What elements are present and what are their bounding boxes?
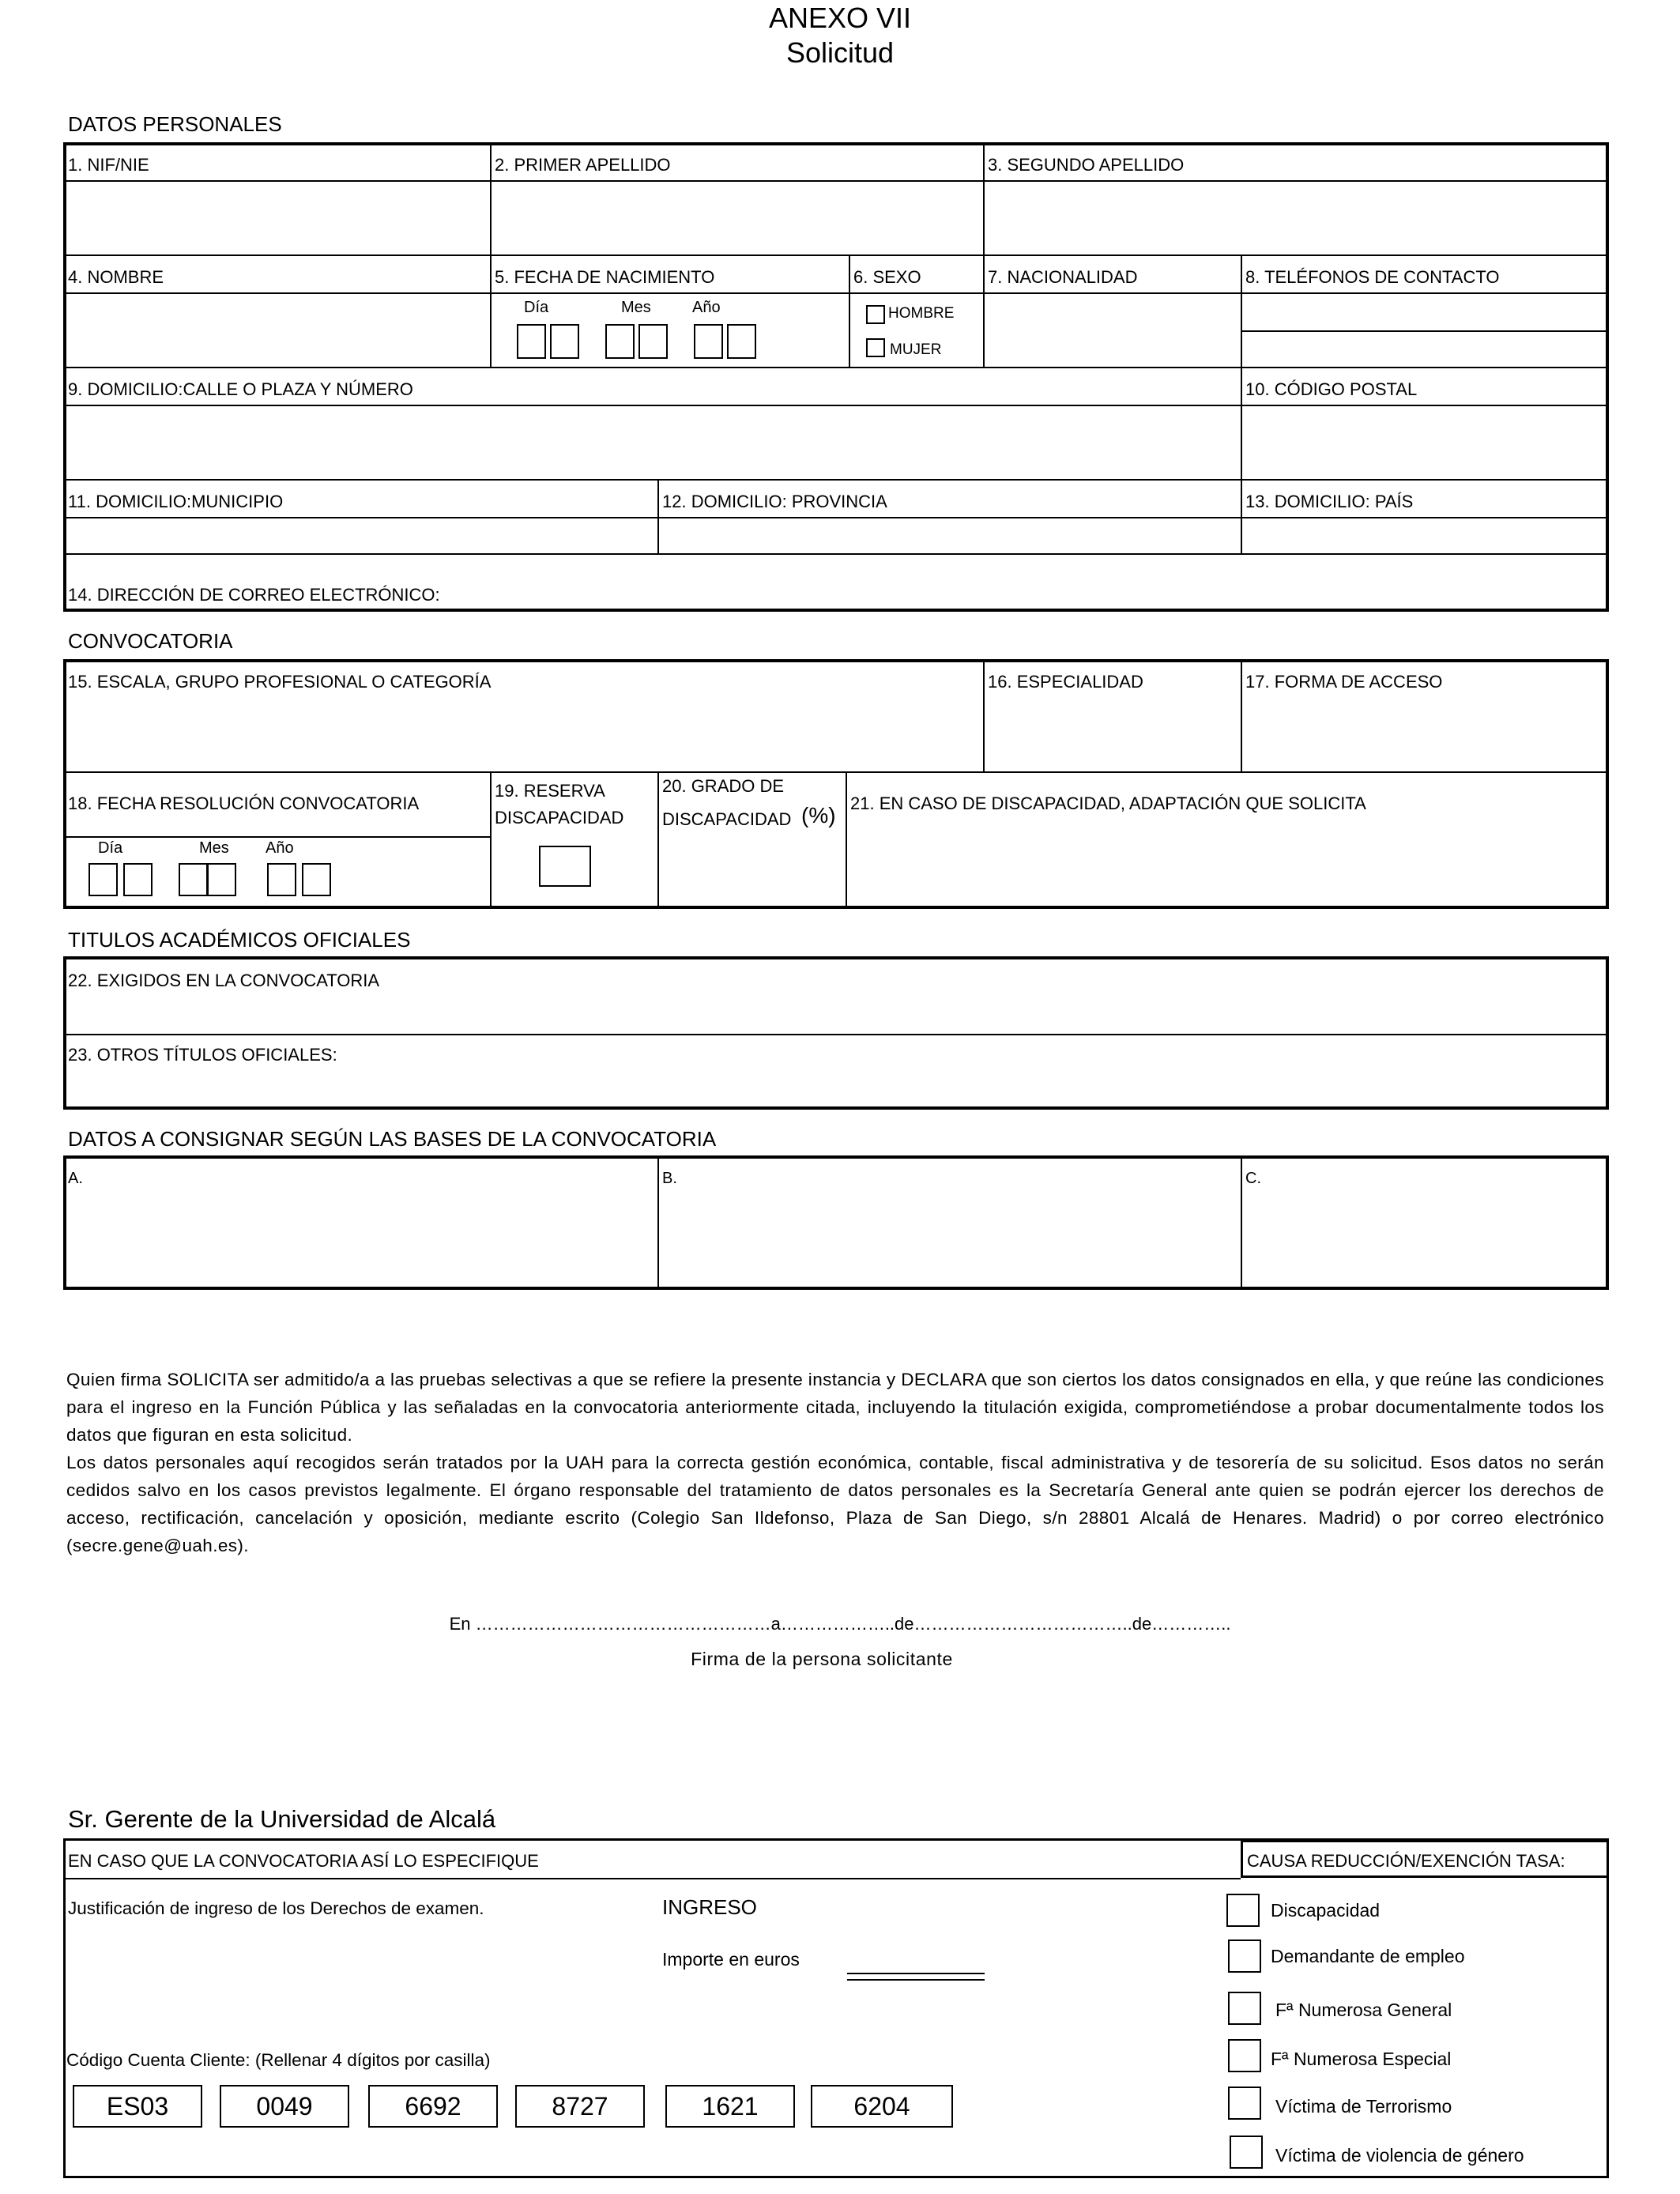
pais-field[interactable] — [1242, 518, 1606, 552]
forma-acceso-field[interactable] — [1242, 699, 1606, 770]
causa-label: Demandante de empleo — [1271, 1946, 1465, 1966]
section-datos-personales: DATOS PERSONALES — [68, 112, 282, 136]
causa-checkbox[interactable] — [1228, 2087, 1261, 2120]
iban-box[interactable]: 6692 — [368, 2085, 498, 2128]
causa-label: Fª Numerosa General — [1275, 2000, 1452, 2020]
especialidad-field[interactable] — [985, 699, 1239, 770]
base-c-field[interactable] — [1244, 1190, 1606, 1285]
email-label: 14. DIRECCIÓN DE CORREO ELECTRÓNICO: — [68, 585, 440, 605]
resolucion-anio-label: Año — [266, 839, 294, 857]
base-b-label: B. — [662, 1170, 677, 1187]
pais-label: 13. DOMICILIO: PAÍS — [1245, 492, 1414, 511]
fecha-resolucion-label: 18. FECHA RESOLUCIÓN CONVOCATORIA — [68, 794, 420, 813]
otros-titulos-field[interactable] — [65, 1072, 1606, 1106]
importe-label: Importe en euros — [662, 1949, 800, 1970]
titulos-exigidos-field[interactable] — [65, 994, 1606, 1032]
iban-box[interactable]: 0049 — [220, 2085, 349, 2128]
declaracion-text — [66, 1366, 1604, 1559]
causa-checkbox[interactable] — [1228, 2039, 1261, 2072]
resolucion-mes-digit[interactable] — [179, 863, 208, 896]
nombre-label: 4. NOMBRE — [68, 267, 164, 287]
iban-box[interactable]: 6204 — [811, 2085, 953, 2128]
nacimiento-mes-label: Mes — [621, 299, 651, 316]
reserva-discapacidad-checkbox[interactable] — [539, 846, 591, 887]
nacimiento-anio-digit[interactable] — [727, 324, 756, 359]
annex-title: ANEXO VII — [768, 2, 912, 34]
iban-box[interactable]: 1621 — [665, 2085, 795, 2128]
reserva-label: 19. RESERVA — [495, 781, 605, 801]
reserva-label-2: DISCAPACIDAD — [495, 808, 624, 827]
mujer-label: MUJER — [890, 341, 942, 358]
pago-header-left: EN CASO QUE LA CONVOCATORIA ASÍ LO ESPECIFIQUE — [68, 1851, 539, 1871]
resolucion-anio-digit[interactable] — [267, 863, 296, 896]
nif-field[interactable] — [65, 182, 488, 253]
lugar-fecha-line[interactable]: En ……………………………………………a………………..de………………………………..de………….. — [449, 1614, 1231, 1634]
email-field[interactable] — [443, 556, 1604, 609]
hombre-checkbox[interactable] — [866, 305, 885, 324]
otros-titulos-label: 23. OTROS TÍTULOS OFICIALES: — [68, 1045, 337, 1065]
resolucion-mes-digit[interactable] — [207, 863, 236, 896]
primer-apellido-field[interactable] — [492, 182, 981, 253]
escala-label: 15. ESCALA, GRUPO PROFESIONAL O CATEGORÍA — [68, 672, 492, 692]
causa-checkbox[interactable] — [1228, 1992, 1261, 2025]
resolucion-mes-label: Mes — [199, 839, 229, 857]
proteccion-datos-paragraph: Los datos personales aquí recogidos serán tratados por la UAH para la correcta gestión económica, contable, fiscal administrativa y de tesorería de su solicitud. Esos datos no serán cedidos salvo en los casos previstos legalmente. El órgano responsable del tratamiento de datos personales es la Secretaría General ante quien se podrán ejercer los derechos de acceso, rectificación, cancelación y oposición, mediante escrito (Colegio San Ildefonso, Plaza de San Diego, s/n 28801 Alcalá de Henares. Madrid) o por correo electrónico (secre.gene@uah.es). — [66, 1453, 1604, 1555]
causa-label: Víctima de violencia de género — [1275, 2145, 1524, 2166]
escala-field[interactable] — [65, 699, 981, 770]
resolucion-dia-digit[interactable] — [123, 863, 153, 896]
municipio-field[interactable] — [65, 518, 656, 552]
nif-label: 1. NIF/NIE — [68, 155, 149, 175]
titulos-exigidos-label: 22. EXIGIDOS EN LA CONVOCATORIA — [68, 971, 380, 990]
sexo-label: 6. SEXO — [853, 267, 921, 287]
causa-label: Víctima de Terrorismo — [1275, 2096, 1452, 2117]
firma-label: Firma de la persona solicitante — [691, 1649, 953, 1669]
importe-field[interactable] — [847, 1973, 985, 1981]
causa-checkbox[interactable] — [1226, 1894, 1260, 1927]
fecha-nacimiento-label: 5. FECHA DE NACIMIENTO — [495, 267, 715, 287]
resolucion-dia-label: Día — [98, 839, 123, 857]
pago-header-right: CAUSA REDUCCIÓN/EXENCIÓN TASA: — [1247, 1851, 1565, 1871]
base-a-field[interactable] — [66, 1190, 654, 1285]
municipio-label: 11. DOMICILIO:MUNICIPIO — [68, 492, 284, 511]
nacimiento-mes-digit[interactable] — [605, 324, 635, 359]
section-convocatoria: CONVOCATORIA — [68, 629, 233, 653]
nacionalidad-label: 7. NACIONALIDAD — [988, 267, 1138, 287]
grado-discapacidad-label: 20. GRADO DE — [662, 776, 785, 796]
resolucion-dia-digit[interactable] — [89, 863, 118, 896]
destinatario: Sr. Gerente de la Universidad de Alcalá — [68, 1805, 496, 1833]
section-bases: DATOS A CONSIGNAR SEGÚN LAS BASES DE LA CONVOCATORIA — [68, 1127, 717, 1151]
primer-apellido-label: 2. PRIMER APELLIDO — [495, 155, 671, 175]
iban-box[interactable]: ES03 — [73, 2085, 202, 2128]
base-c-label: C. — [1245, 1170, 1261, 1187]
causa-checkbox[interactable] — [1228, 1940, 1261, 1973]
codigo-postal-label: 10. CÓDIGO POSTAL — [1245, 379, 1418, 399]
nacimiento-anio-label: Año — [692, 299, 721, 316]
segundo-apellido-field[interactable] — [985, 182, 1606, 253]
base-a-label: A. — [68, 1170, 83, 1187]
nacimiento-mes-digit[interactable] — [638, 324, 668, 359]
causa-label: Discapacidad — [1271, 1900, 1381, 1921]
segundo-apellido-label: 3. SEGUNDO APELLIDO — [988, 155, 1185, 175]
ingreso-label: INGRESO — [662, 1895, 757, 1919]
forma-acceso-label: 17. FORMA DE ACCESO — [1245, 672, 1443, 692]
declaracion-paragraph: Quien firma SOLICITA ser admitido/a a las pruebas selectivas a que se refiere la presente instancia y DECLARA que son ciertos los datos consignados en ella, y que reúne las condiciones para el ingreso en la Función Pública y las señaladas en la convocatoria anteriormente citada, incluyendo la titulación exigida, comprometiéndose a probar documentalmente todos los datos que figuran en esta solicitud. — [66, 1370, 1604, 1445]
mujer-checkbox[interactable] — [866, 338, 885, 357]
especialidad-label: 16. ESPECIALIDAD — [988, 672, 1143, 692]
codigo-cuenta-label: Código Cuenta Cliente: (Rellenar 4 dígitos por casilla) — [66, 2050, 491, 2070]
causa-checkbox[interactable] — [1230, 2136, 1263, 2169]
nombre-field[interactable] — [65, 294, 488, 365]
resolucion-anio-digit[interactable] — [302, 863, 331, 896]
section-titulos: TITULOS ACADÉMICOS OFICIALES — [68, 928, 411, 952]
nacimiento-dia-digit[interactable] — [550, 324, 579, 359]
adaptacion-field[interactable] — [847, 838, 1606, 906]
nacimiento-dia-digit[interactable] — [517, 324, 546, 359]
nacimiento-dia-label: Día — [524, 299, 549, 316]
grado-discapacidad-label-2: DISCAPACIDAD — [662, 809, 792, 829]
adaptacion-label: 21. EN CASO DE DISCAPACIDAD, ADAPTACIÓN QUE SOLICITA — [850, 794, 1366, 813]
causa-label: Fª Numerosa Especial — [1271, 2049, 1452, 2069]
justificacion-label: Justificación de ingreso de los Derechos de examen. — [68, 1898, 484, 1918]
provincia-label: 12. DOMICILIO: PROVINCIA — [662, 492, 887, 511]
base-b-field[interactable] — [661, 1190, 1239, 1285]
telefono-field-1[interactable] — [1242, 294, 1606, 329]
hombre-label: HOMBRE — [888, 305, 955, 322]
domicilio-calle-field[interactable] — [65, 406, 1239, 477]
codigo-postal-field[interactable] — [1242, 406, 1606, 477]
provincia-field[interactable] — [659, 518, 1239, 552]
telefonos-label: 8. TELÉFONOS DE CONTACTO — [1245, 267, 1500, 287]
nacionalidad-field[interactable] — [985, 294, 1239, 365]
iban-box[interactable]: 8727 — [515, 2085, 645, 2128]
telefono-field-2[interactable] — [1242, 332, 1606, 365]
domicilio-calle-label: 9. DOMICILIO:CALLE O PLAZA Y NÚMERO — [68, 379, 413, 399]
form-subtitle: Solicitud — [785, 36, 895, 69]
percent-label: (%) — [801, 803, 836, 827]
nacimiento-anio-digit[interactable] — [694, 324, 723, 359]
grado-discapacidad-field[interactable] — [659, 838, 844, 906]
